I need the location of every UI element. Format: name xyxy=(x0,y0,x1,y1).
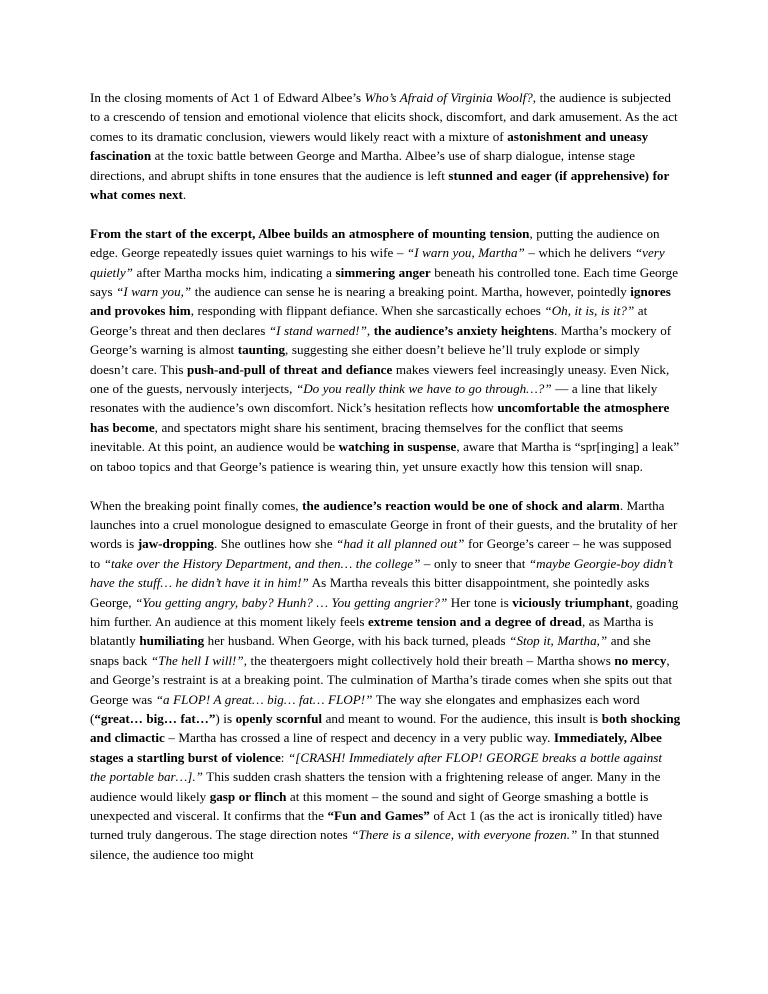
italic-run: “Do you really think we have to go through…?” xyxy=(295,381,552,397)
paragraph xyxy=(90,224,681,476)
text-run: , responding with flippant defiance. When she sarcastically echoes xyxy=(190,303,545,319)
italic-run: “a FLOP! A great… big… fat… FLOP!” xyxy=(155,691,373,707)
text-run: and she snaps back xyxy=(90,633,651,668)
bold-run: uncomfortable the atmosphere has become xyxy=(90,400,670,435)
bold-run: gasp or flinch xyxy=(209,788,287,804)
text-run: , xyxy=(366,322,374,338)
text-run: at the toxic battle between George and Martha. Albee’s use of sharp dialogue, intense stage directions, and abrupt shifts in tone ensures that the audience is left xyxy=(90,148,636,183)
text-run: . She outlines how she xyxy=(213,536,337,552)
text-run: , putting the audience on edge. George repeatedly issues quiet warnings to his wife – xyxy=(90,225,660,261)
text-run: of Act 1 (as the act is ironically titled) have turned truly dangerous. The stage direction notes xyxy=(90,808,663,843)
text-run: . Martha’s mockery of George’s warning is almost xyxy=(90,322,672,358)
text-run: – which he delivers xyxy=(524,245,635,261)
text-run: As Martha reveals this bitter disappointment, she pointedly asks George, xyxy=(90,575,650,610)
text-run: : xyxy=(280,749,288,765)
bold-run: push-and-pull of threat and defiance xyxy=(187,361,393,377)
bold-run: both shocking and climactic xyxy=(90,710,681,746)
text-run: at George’s threat and then declares xyxy=(90,303,648,338)
text-run: at this moment – the sound and sight of George smashing a bottle is unexpected and visceral. It confirms that the xyxy=(90,788,649,823)
bold-run: “Fun and Games” xyxy=(327,808,430,823)
italic-run: “There is a silence, with everyone frozen.” xyxy=(351,827,578,843)
text-run: . xyxy=(182,187,187,203)
italic-run: “Oh, it is, is it?” xyxy=(544,303,635,319)
bold-run: simmering anger xyxy=(335,264,431,280)
paragraph xyxy=(90,88,681,204)
text-run: In the closing moments of Act 1 of Edward Albee’s xyxy=(90,90,365,105)
bold-run: Immediately, Albee stages a startling burst of violence xyxy=(90,730,662,765)
bold-run: openly scornful xyxy=(235,710,323,726)
bold-run: watching in suspense xyxy=(338,439,457,455)
italic-run: “The hell I will!” xyxy=(150,652,244,668)
text-run: her husband. When George, with his back turned, pleads xyxy=(204,633,510,649)
italic-run: “I stand warned!” xyxy=(268,322,367,338)
text-run: , and spectators might share his sentiment, bracing themselves for the conflict that seems inevitable. At this point, an audience would be xyxy=(90,419,624,455)
bold-run: no mercy xyxy=(614,652,667,668)
text-run: This sudden crash shatters the tension with a frightening release of anger. Many in the audience would likely xyxy=(90,769,661,804)
text-run: , goading him further. An audience at this moment likely feels xyxy=(90,594,679,629)
text-run: In that stunned silence, the audience too might xyxy=(90,827,660,862)
text-run: , the audience is subjected to a crescendo of tension and emotional violence that elicits shock, discomfort, and dark amusement. As the act comes to its dramatic conclusion, viewers would likely react with a mixture of xyxy=(90,90,678,144)
bold-run: stunned and eager (if apprehensive) for what comes next xyxy=(90,167,670,203)
text-run: , aware that Martha is “spr[inging] a leak” on taboo topics and that George’s patience is wearing thin, yet unsure exactly how this tension will snap. xyxy=(90,439,680,474)
italic-run: Who’s Afraid of Virginia Woolf? xyxy=(364,90,533,105)
text-run: When the breaking point finally comes, xyxy=(90,497,303,513)
bold-run: humiliating xyxy=(139,633,205,649)
text-run: , and George’s restraint is at a breaking point. The culmination of Martha’s tirade comes when she spits out that George was xyxy=(90,652,673,707)
text-run: , the theatergoers might collectively hold their breath – Martha shows xyxy=(243,652,615,668)
bold-run: the audience’s reaction would be one of shock and alarm xyxy=(302,497,620,513)
text-run: ) is xyxy=(215,710,236,726)
italic-run: “had it all planned out” xyxy=(336,536,465,552)
bold-run: astonishment and uneasy fascination xyxy=(90,128,649,164)
text-run: . Martha launches into a cruel monologue designed to emasculate George in front of their guests, and the brutality of her words is xyxy=(90,497,678,552)
italic-run: “take over the History Department, and then… the college” xyxy=(103,555,421,571)
text-run: makes viewers feel increasingly uneasy. Even Nick, one of the guests, nervously interjects, xyxy=(90,361,670,397)
bold-run: extreme tension and a degree of dread xyxy=(368,613,582,629)
bold-run: the audience’s anxiety heightens xyxy=(373,322,555,338)
italic-run: “maybe Georgie-boy didn’t have the stuff… he didn’t have it in him!” xyxy=(90,555,673,591)
text-run: beneath his controlled tone. Each time George says xyxy=(90,264,679,300)
bold-run: ignores and provokes him xyxy=(90,284,671,319)
text-run: Her tone is xyxy=(447,594,513,610)
text-run: — a line that likely resonates with the audience’s own discomfort. Nick’s hesitation reflects how xyxy=(90,381,658,416)
paragraph xyxy=(90,496,681,865)
italic-run: “I warn you, Martha” xyxy=(406,245,525,261)
text-run: The way she elongates and emphasizes each word ( xyxy=(90,691,640,726)
text-run: – Martha has crossed a line of respect and decency in a very public way. xyxy=(164,730,554,746)
text-run: the audience can sense he is nearing a breaking point. Martha, however, pointedly xyxy=(191,284,631,300)
italic-run: “I warn you,” xyxy=(116,284,192,300)
text-run: – only to sneer that xyxy=(420,555,529,571)
text-run: , as Martha is blatantly xyxy=(90,613,654,649)
bold-run: taunting xyxy=(237,342,286,358)
italic-run: “Stop it, Martha,” xyxy=(509,633,608,649)
text-run: for George’s career – he was supposed to xyxy=(90,536,672,571)
text-run: after Martha mocks him, indicating a xyxy=(132,264,336,280)
document-text-column xyxy=(90,88,681,864)
bold-run: viciously triumphant xyxy=(512,594,630,610)
text-run: and meant to wound. For the audience, this insult is xyxy=(322,710,602,726)
bold-run: From the start of the excerpt, Albee builds an atmosphere of mounting tension xyxy=(90,225,530,241)
text-run: , suggesting she either doesn’t believe he’ll truly explode or simply doesn’t care. This xyxy=(90,342,640,377)
italic-run: “very quietly” xyxy=(90,245,665,280)
bold-run: “great… big… fat…” xyxy=(94,710,216,726)
bold-run: jaw-dropping xyxy=(137,536,214,552)
italic-run: “You getting angry, baby? Hunh? … You getting angrier?” xyxy=(135,594,448,610)
italic-run: “[CRASH! Immediately after FLOP! GEORGE breaks a bottle against the portable bar…].” xyxy=(90,749,662,785)
